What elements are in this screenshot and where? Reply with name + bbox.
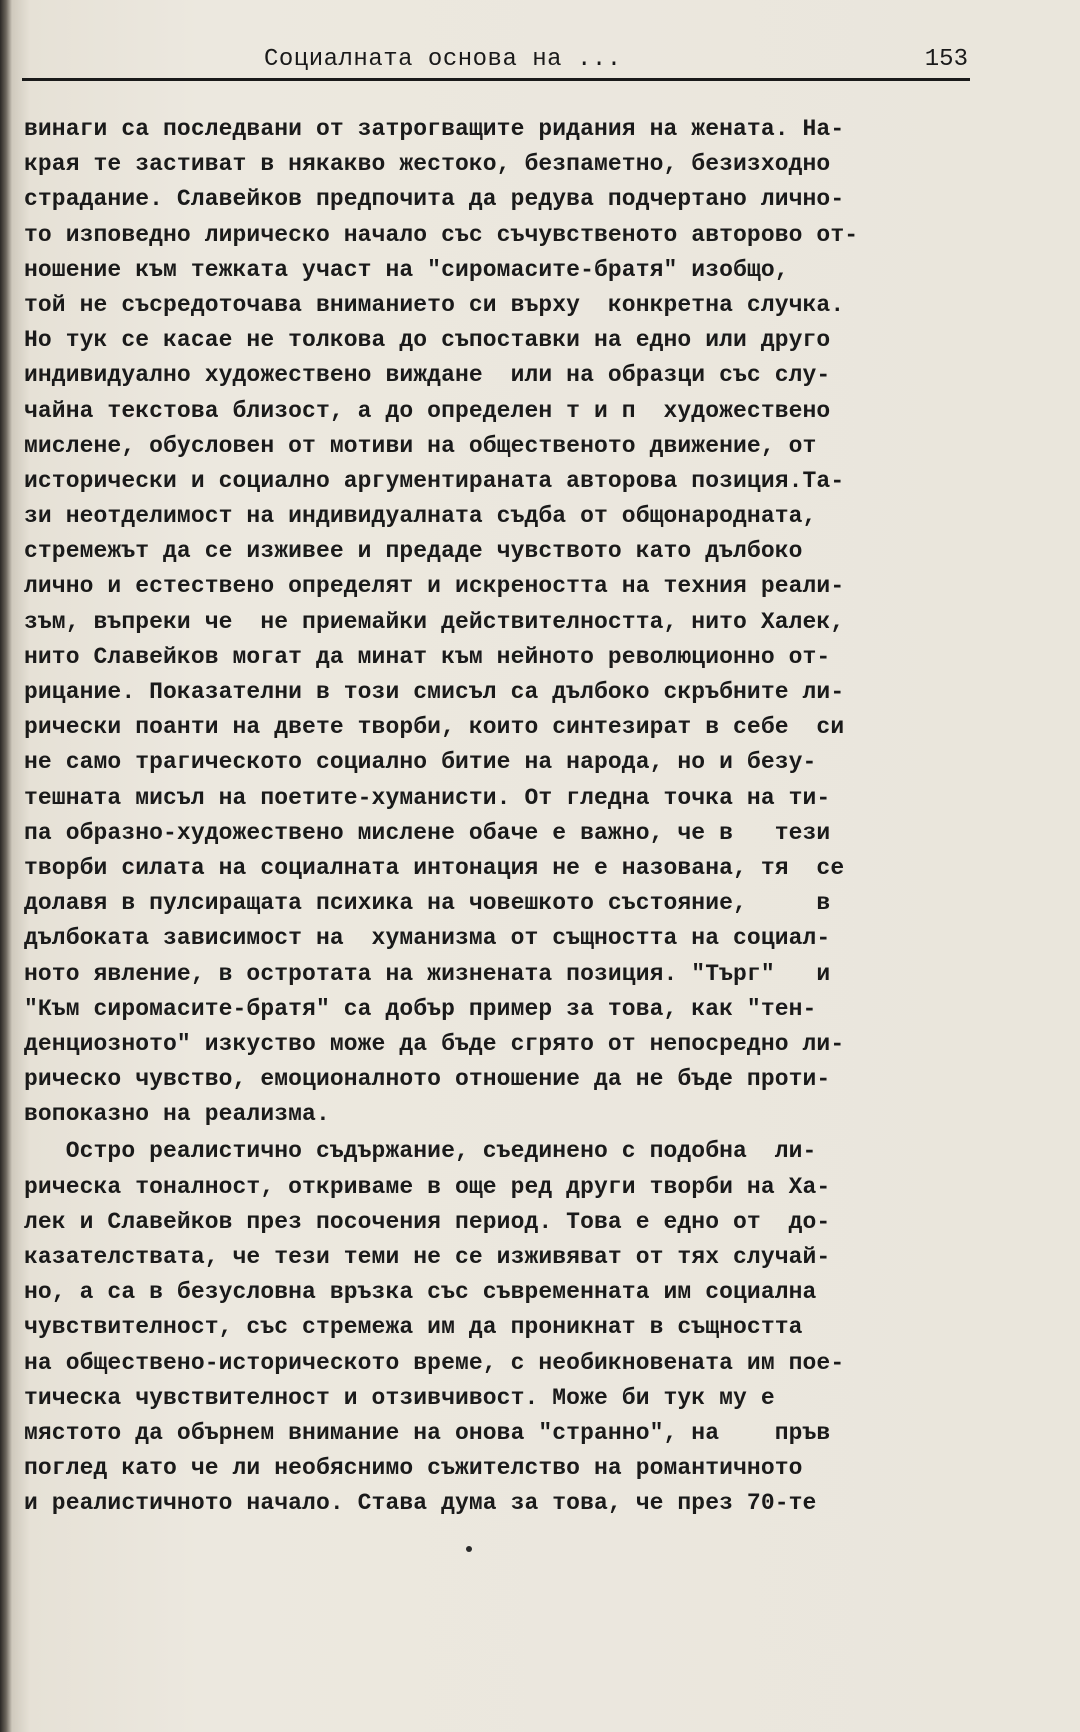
text-line: тическа чувствителност и отзивчивост. Може би тук му е: [24, 1384, 775, 1411]
text-line: индивидуално художествено виждане или на образци със слу-: [24, 362, 831, 389]
text-line: ношение към тежката участ на "сиромасите-братя" изобщо,: [24, 256, 789, 283]
text-line: края те застиват в някакво жестоко, безпаметно, безизходно: [24, 151, 831, 178]
ink-speck: [466, 1546, 472, 1552]
text-line: ното явление, в остротата на жизнената позиция. "Търг" и: [24, 960, 831, 987]
text-line: и реалистичното начало. Става дума за това, че през 70-те: [24, 1490, 817, 1517]
text-line: Остро реалистично съдържание, съединено с подобна ли-: [24, 1138, 817, 1165]
text-line: лек и Славейков през посочения период. Това е едно от до-: [24, 1208, 831, 1235]
text-line: па образно-художествено мислене обаче е важно, че в тези: [24, 819, 831, 846]
text-line: долавя в пулсиращата психика на човешкото състояние, в: [24, 890, 831, 917]
text-line: исторически и социално аргументираната авторова позиция.Та-: [24, 467, 845, 494]
body-text: [24, 112, 984, 1522]
text-line: Но тук се касае не толкова до съпоставки на едно или друго: [24, 327, 831, 354]
text-line: мислене, обусловен от мотиви на общественото движение, от: [24, 432, 817, 459]
text-line: зъм, въпреки че не приемайки действителността, нито Халек,: [24, 608, 845, 635]
text-line: поглед като че ли необяснимо съжителство на романтичното: [24, 1455, 803, 1482]
text-line: казателствата, че тези теми не се изживяват от тях случай-: [24, 1244, 831, 1270]
text-line: стремежът да се изживее и предаде чувството като дълбоко: [24, 538, 803, 565]
text-line: той не съсредоточава вниманието си върху конкретна случка.: [24, 291, 845, 318]
text-line: чайна текстова близост, а до определен т и п художествено: [24, 397, 831, 424]
text-line: не само трагическото социално битие на народа, но и безу-: [24, 749, 817, 776]
text-line: но, а са в безусловна връзка със съвременната им социална: [24, 1279, 817, 1306]
text-line: рическо чувство, емоционалното отношение да не бъде проти-: [24, 1066, 831, 1093]
page-number: 153: [924, 46, 968, 73]
text-line: денциозното" изкуство може да бъде сгрято от непосредно ли-: [24, 1030, 845, 1057]
text-line: то изповедно лирическо начало със съчувственото авторово от-: [24, 221, 859, 248]
text-line: дълбоката зависимост на хуманизма от същността на социал-: [24, 925, 831, 952]
text-line: рически поанти на двете творби, които синтезират в себе си: [24, 714, 845, 741]
text-line: творби силата на социалната интонация не е назована, тя се: [24, 854, 845, 881]
text-line: нито Славейков могат да минат към нейното революционно от-: [24, 643, 831, 670]
text-line: винаги са последвани от затрогващите ридания на жената. На-: [24, 116, 845, 142]
text-line: лично и естествено определят и искреността на техния реали-: [24, 573, 845, 600]
text-line: чувствителност, със стремежа им да проникнат в същността: [24, 1314, 803, 1341]
text-line: на обществено-историческото време, с необикновената им пое-: [24, 1349, 845, 1376]
text-line: тешната мисъл на поетите-хуманисти. От гледна точка на ти-: [24, 784, 831, 811]
text-line: "Към сиромасите-братя" са добър пример за това, как "тен-: [24, 995, 817, 1022]
text-line: рическа тоналност, откриваме в още ред други творби на Ха-: [24, 1173, 831, 1200]
running-title: Социалната основа на ...: [264, 46, 622, 73]
text-line: рицание. Показателни в този смисъл са дълбоко скръбните ли-: [24, 679, 845, 705]
text-line: страдание. Славейков предпочита да редува подчертано лично-: [24, 186, 845, 213]
text-line: мястото да обърнем внимание на онова "странно", на пръв: [24, 1419, 831, 1446]
text-line: зи неотделимост на индивидуалната съдба от общонародната,: [24, 503, 817, 530]
text-line: вопоказно на реализма.: [24, 1101, 330, 1128]
page-header: [22, 44, 970, 81]
